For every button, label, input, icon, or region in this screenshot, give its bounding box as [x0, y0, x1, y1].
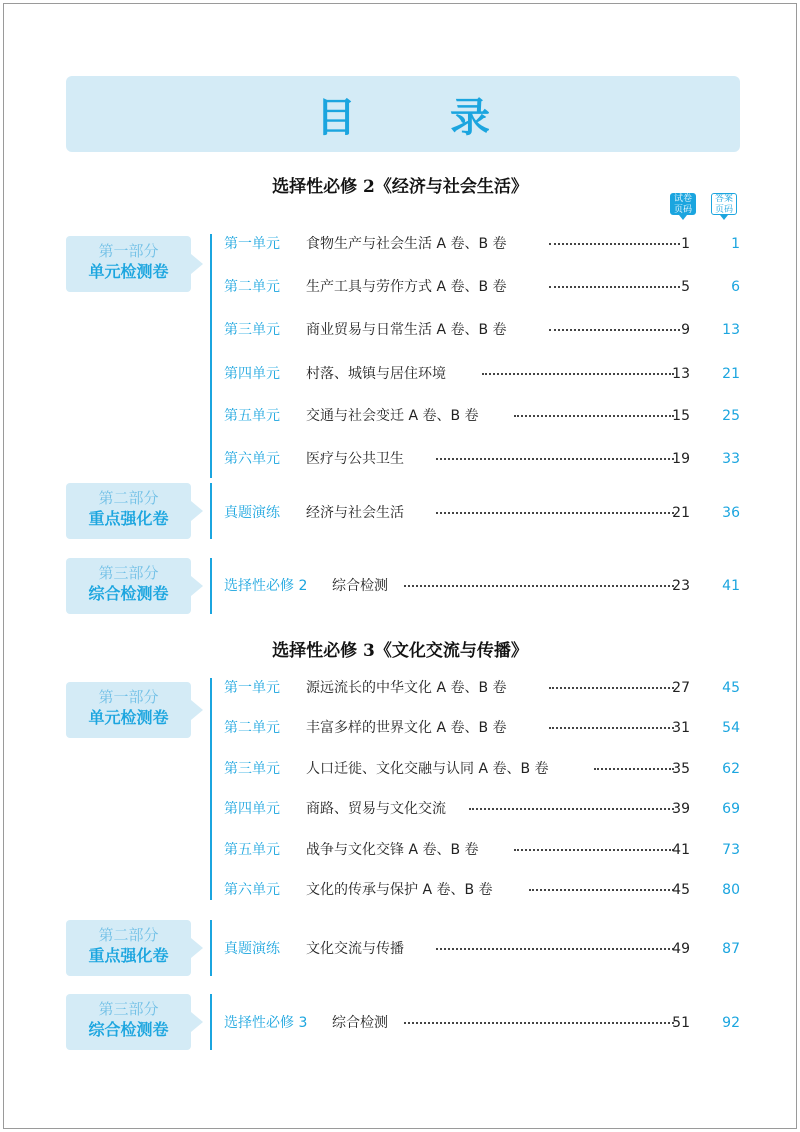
part-name: 重点强化卷: [88, 509, 169, 528]
toc-page: 13: [672, 366, 690, 382]
section-divider: [210, 483, 212, 539]
toc-answer-page: 13: [722, 322, 740, 338]
toc-row[interactable]: [224, 275, 744, 299]
part-box-1-1: [66, 236, 191, 292]
book-heading-1: 选择性必修 2《经济与社会生活》: [272, 177, 528, 197]
toc-page: 19: [672, 451, 690, 467]
section-divider: [210, 994, 212, 1050]
toc-answer-page: 54: [722, 720, 740, 736]
toc-topic: 战争与文化交锋 A 卷、B 卷: [306, 842, 479, 858]
toc-row[interactable]: [224, 318, 744, 342]
toc-topic: 源远流长的中华文化 A 卷、B 卷: [306, 680, 507, 696]
toc-leader: [482, 373, 674, 375]
toc-page: 5: [681, 279, 690, 295]
toc-unit: 第三单元: [224, 761, 280, 777]
toc-topic: 丰富多样的世界文化 A 卷、B 卷: [306, 720, 507, 736]
tag-pointer-icon: [679, 215, 687, 220]
toc-row[interactable]: [224, 797, 744, 821]
toc-leader: [469, 808, 674, 810]
toc-unit: 真题演练: [224, 941, 280, 957]
toc-answer-page: 87: [722, 941, 740, 957]
part-name: 综合检测卷: [88, 1020, 169, 1039]
section-divider: [210, 234, 212, 478]
part-name: 单元检测卷: [88, 262, 169, 281]
toc-page: 51: [672, 1015, 690, 1031]
section-divider: [210, 678, 212, 900]
part-label: 第三部分: [98, 1000, 159, 1018]
toc-page: 35: [672, 761, 690, 777]
toc-row[interactable]: [224, 362, 744, 386]
toc-unit: 第五单元: [224, 842, 280, 858]
toc-topic: 综合检测: [332, 578, 388, 594]
part-box-2-2: [66, 920, 191, 976]
part-arrow-icon: [191, 1012, 203, 1032]
toc-row[interactable]: [224, 757, 744, 781]
toc-page: 45: [672, 882, 690, 898]
toc-page: 23: [672, 578, 690, 594]
toc-row[interactable]: [224, 676, 744, 700]
toc-row[interactable]: [224, 232, 744, 256]
toc-topic: 交通与社会变迁 A 卷、B 卷: [306, 408, 479, 424]
part-arrow-icon: [191, 700, 203, 720]
part-arrow-icon: [191, 254, 203, 274]
test-page-tag: [670, 193, 696, 215]
toc-unit: 第三单元: [224, 322, 280, 338]
toc-answer-page: 36: [722, 505, 740, 521]
toc-topic: 村落、城镇与居住环境: [306, 366, 446, 382]
toc-answer-page: 21: [722, 366, 740, 382]
answer-page-tag-text: 答案 页码: [714, 194, 733, 215]
section-divider: [210, 558, 212, 614]
toc-row[interactable]: [224, 574, 744, 598]
toc-topic: 食物生产与社会生活 A 卷、B 卷: [306, 236, 507, 252]
toc-row[interactable]: [224, 716, 744, 740]
toc-page: 49: [672, 941, 690, 957]
toc-leader: [404, 585, 674, 587]
toc-answer-page: 73: [722, 842, 740, 858]
part-name: 单元检测卷: [88, 708, 169, 727]
toc-row[interactable]: [224, 838, 744, 862]
toc-page: 27: [672, 680, 690, 696]
toc-title-banner: [66, 76, 740, 152]
toc-row[interactable]: [224, 404, 744, 428]
part-box-2-1: [66, 682, 191, 738]
toc-topic: 人口迁徙、文化交融与认同 A 卷、B 卷: [306, 761, 549, 777]
toc-row[interactable]: [224, 937, 744, 961]
toc-topic: 医疗与公共卫生: [306, 451, 404, 467]
toc-unit: 第四单元: [224, 366, 280, 382]
toc-answer-page: 6: [731, 279, 740, 295]
toc-leader: [404, 1022, 674, 1024]
part-arrow-icon: [191, 501, 203, 521]
toc-answer-page: 92: [722, 1015, 740, 1031]
part-name: 重点强化卷: [88, 946, 169, 965]
toc-page: 9: [681, 322, 690, 338]
part-name: 综合检测卷: [88, 584, 169, 603]
part-box-2-3: [66, 994, 191, 1050]
toc-answer-page: 62: [722, 761, 740, 777]
toc-row[interactable]: [224, 878, 744, 902]
toc-topic: 商路、贸易与文化交流: [306, 801, 446, 817]
toc-unit: 第二单元: [224, 720, 280, 736]
toc-unit: 第二单元: [224, 279, 280, 295]
toc-unit: 选择性必修 2: [224, 578, 308, 594]
toc-row[interactable]: [224, 1011, 744, 1035]
toc-topic: 文化交流与传播: [306, 941, 404, 957]
toc-unit: 第六单元: [224, 451, 280, 467]
answer-page-tag: [711, 193, 737, 215]
toc-topic: 经济与社会生活: [306, 505, 404, 521]
toc-unit: 真题演练: [224, 505, 280, 521]
toc-row[interactable]: [224, 447, 744, 471]
toc-unit: 第一单元: [224, 236, 280, 252]
part-arrow-icon: [191, 938, 203, 958]
toc-leader: [436, 948, 674, 950]
toc-topic: 综合检测: [332, 1015, 388, 1031]
toc-page: 15: [672, 408, 690, 424]
toc-topic: 文化的传承与保护 A 卷、B 卷: [306, 882, 493, 898]
toc-unit: 选择性必修 3: [224, 1015, 308, 1031]
toc-page: 41: [672, 842, 690, 858]
toc-unit: 第四单元: [224, 801, 280, 817]
section-divider: [210, 920, 212, 976]
test-page-tag-text: 试卷 页码: [673, 194, 692, 215]
toc-answer-page: 1: [731, 236, 740, 252]
toc-leader: [436, 458, 674, 460]
toc-page: 21: [672, 505, 690, 521]
part-box-1-2: [66, 483, 191, 539]
toc-answer-page: 45: [722, 680, 740, 696]
part-label: 第一部分: [98, 688, 159, 706]
toc-unit: 第五单元: [224, 408, 280, 424]
part-arrow-icon: [191, 576, 203, 596]
part-label: 第二部分: [98, 926, 159, 944]
toc-page: 1: [681, 236, 690, 252]
toc-answer-page: 41: [722, 578, 740, 594]
toc-unit: 第一单元: [224, 680, 280, 696]
toc-topic: 生产工具与劳作方式 A 卷、B 卷: [306, 279, 507, 295]
toc-answer-page: 80: [722, 882, 740, 898]
tag-pointer-icon: [720, 215, 728, 220]
toc-page: 39: [672, 801, 690, 817]
toc-answer-page: 33: [722, 451, 740, 467]
page-title: 目 录: [316, 94, 530, 141]
part-label: 第三部分: [98, 564, 159, 582]
part-box-1-3: [66, 558, 191, 614]
book-heading-2: 选择性必修 3《文化交流与传播》: [272, 641, 528, 661]
toc-unit: 第六单元: [224, 882, 280, 898]
toc-page: 31: [672, 720, 690, 736]
toc-row[interactable]: [224, 501, 744, 525]
part-label: 第二部分: [98, 489, 159, 507]
toc-leader: [436, 512, 674, 514]
part-label: 第一部分: [98, 242, 159, 260]
toc-answer-page: 69: [722, 801, 740, 817]
toc-answer-page: 25: [722, 408, 740, 424]
toc-topic: 商业贸易与日常生活 A 卷、B 卷: [306, 322, 507, 338]
